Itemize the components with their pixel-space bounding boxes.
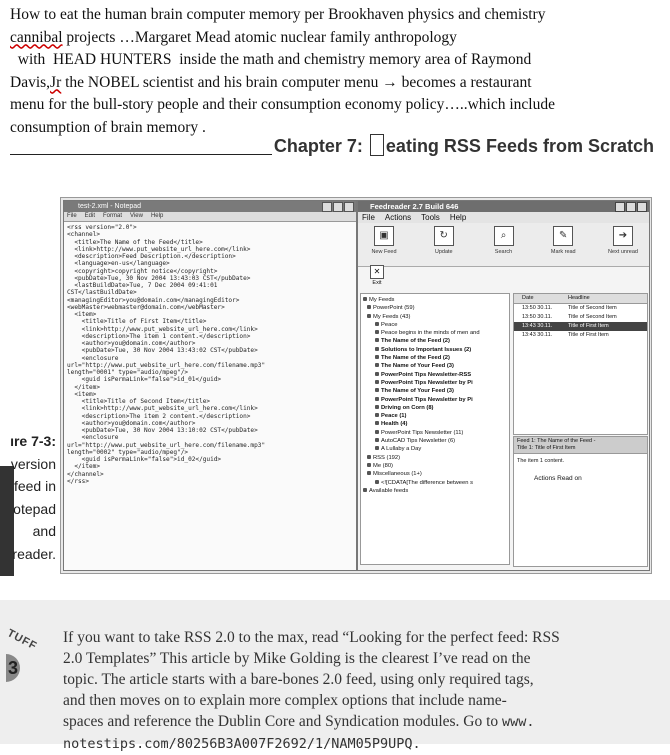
code-line: <author>you@domain.com</author>: [67, 340, 196, 347]
new-feed-icon: ▣: [374, 226, 394, 246]
headline-header: [514, 294, 647, 304]
update-button[interactable]: ↻ Update: [424, 226, 464, 266]
feed-icon: [367, 455, 371, 459]
menu-tools[interactable]: Tools: [421, 213, 440, 222]
feed-icon: [367, 463, 371, 467]
chapter-title: [274, 134, 654, 157]
feedreader-toolbar: [358, 223, 649, 267]
feed-tree[interactable]: [360, 293, 510, 565]
feed-icon: [363, 297, 367, 301]
feedreader-menubar: [358, 212, 649, 223]
feed-icon: [375, 397, 379, 401]
code-line: <copyright>copyright notice</copyright>: [67, 267, 218, 275]
headline-title: Title of Second Item: [568, 305, 617, 311]
feed-icon: [367, 314, 371, 318]
tip-text: If you want to take RSS 2.0 to the max, read “Looking for the perfect feed: RSS 2.0 Templates” This article by Mike Golding is the clearest I’ve read on the topic. The article starts with a bare-bones 2.0 feed, using only required tags, and then moves on to explain more complex options that include name- spaces and reference the Dublin Core and Syndication modules. Go to www. notestips.com/80256B3A007F2692/1/NAM05P9UPQ.: [63, 629, 560, 752]
figure-screenshot: [60, 197, 652, 574]
maximize-icon[interactable]: [626, 202, 636, 212]
feed-tree-item[interactable]: Me (80): [363, 462, 507, 470]
code-line: <enclosure: [67, 434, 119, 442]
headline-title: Title of First Item: [568, 323, 609, 329]
feed-tree-item[interactable]: Health (4): [363, 420, 507, 428]
feed-tree-item[interactable]: PowerPoint Tips Newsletter by Pi: [363, 379, 507, 387]
code-line: <enclosure: [67, 354, 119, 362]
caption-line: version: [10, 455, 56, 472]
menu-actions[interactable]: Actions: [384, 213, 412, 222]
headline-row[interactable]: [514, 313, 647, 322]
feed-tree-item[interactable]: Peace begins in the minds of men and: [363, 329, 507, 337]
tip-glyph-icon: 3: [6, 654, 20, 682]
caption-line: reader.: [12, 545, 56, 562]
feed-tree-item[interactable]: My Feeds (43): [363, 313, 507, 321]
feed-icon: [375, 322, 379, 326]
notepad-window: [63, 200, 357, 571]
code-line: <description>The item 1 content.</description>: [67, 332, 251, 340]
feed-icon: [375, 430, 379, 434]
intro-line-1: How to eat the human brain computer memory per Brookhaven physics and chemistry: [10, 6, 546, 23]
intro-line-3: with HEAD HUNTERS inside the math and chemistry memory area of Raymond: [10, 51, 532, 68]
notepad-text-area[interactable]: [64, 222, 356, 487]
feed-tree-item[interactable]: A Lullaby a Day: [363, 445, 507, 453]
feed-tree-item[interactable]: My Feeds: [363, 296, 507, 304]
intro-paragraph: [10, 4, 662, 139]
code-line: <lastBuildDate>Tue, 7 Dec 2004 09:41:01: [67, 282, 218, 289]
menu-edit[interactable]: Edit: [84, 213, 96, 219]
search-icon: ⌕: [494, 226, 514, 246]
code-line: <link>http://www.put_website_url_here.com</link>: [67, 245, 251, 253]
feed-icon: [367, 471, 371, 475]
exit-icon: ✕: [370, 265, 384, 279]
spell-flag: cannibal: [10, 28, 63, 46]
feedreader-window: [357, 200, 650, 571]
code-line: <link>http://www.put_website_url_here.com</link>: [67, 325, 258, 333]
tip-badge: TUFF: [5, 627, 40, 653]
code-line: <item>: [67, 311, 97, 318]
feed-icon: [375, 380, 379, 384]
cursor-box-icon: [370, 134, 384, 156]
col-headline[interactable]: Headline: [568, 295, 590, 301]
feed-icon: [375, 338, 379, 342]
headline-date: 13:43 30.11.: [522, 323, 553, 329]
close-icon[interactable]: [637, 202, 647, 212]
code-line: length="0001" type="audio/mpeg"/>: [67, 369, 189, 376]
notepad-menubar: [64, 212, 356, 222]
minimize-icon[interactable]: [615, 202, 625, 212]
minimize-icon[interactable]: [322, 202, 332, 212]
headline-row[interactable]: [514, 331, 647, 340]
feed-icon: [375, 347, 379, 351]
feed-icon: [375, 438, 379, 442]
feed-icon: [375, 355, 379, 359]
code-line: </channel>: [67, 470, 104, 478]
chapter-header: [10, 134, 662, 162]
caption-line: feed in: [13, 478, 56, 494]
detail-actions[interactable]: Actions Read on: [534, 475, 582, 482]
headline-title: Title of First Item: [568, 332, 609, 338]
code-line: <description>Feed Description.</description>: [67, 253, 236, 260]
code-line: <description>The item 2 content.</description>: [67, 412, 251, 420]
feed-icon: [375, 480, 379, 484]
new-feed-button[interactable]: ▣ New Feed: [364, 226, 404, 266]
headline-row[interactable]: [514, 304, 647, 313]
code-line: length="0002" type="audio/mpeg"/>: [67, 448, 189, 456]
chapter-title-text: eating RSS Feeds from Scratch: [385, 136, 654, 156]
code-line: <title>The Name of the Feed</title>: [67, 238, 203, 246]
code-line: <pubDate>Tue, 30 Nov 2004 13:43:03 CST</pubDate>: [67, 274, 251, 282]
feed-icon: [375, 372, 379, 376]
feed-tree-item[interactable]: AutoCAD Tips Newsletter (6): [363, 437, 507, 445]
tip-url[interactable]: notestips.com/80256B3A007F2692/1/NAM05P9UPQ.: [63, 736, 421, 752]
technical-stuff-icon: [4, 626, 42, 686]
feed-tree-item[interactable]: <![CDATA[The difference between s: [363, 479, 507, 487]
col-date[interactable]: Date: [522, 295, 534, 301]
tip-url[interactable]: www.: [502, 714, 535, 730]
feed-icon: [375, 421, 379, 425]
feed-tree-item[interactable]: Available feeds: [363, 487, 507, 495]
feed-tree-item[interactable]: The Name of the Feed (2): [363, 337, 507, 345]
maximize-icon[interactable]: [333, 202, 343, 212]
figure-number: ıre 7-3:: [10, 433, 56, 449]
next-unread-button[interactable]: ➔ Next unread: [603, 226, 643, 266]
feed-tree-item[interactable]: Peace (1): [363, 412, 507, 420]
menu-file[interactable]: File: [67, 213, 77, 219]
code-line: <pubDate>Tue, 30 Nov 2004 13:43:02 CST</pubDate>: [67, 347, 258, 355]
code-line: <title>Title of Second Item</title>: [67, 398, 211, 405]
code-line: <channel>: [67, 231, 101, 239]
code-line: <guid isPermaLink="false">id_02</guid>: [67, 456, 222, 463]
feed-tree-item[interactable]: RSS (192): [363, 454, 507, 462]
feed-tree-item[interactable]: PowerPoint Tips Newsletter by Pi: [363, 396, 507, 404]
menu-view[interactable]: View: [130, 213, 143, 219]
code-line: </item>: [67, 463, 101, 471]
feed-icon: [363, 488, 367, 492]
close-icon[interactable]: [344, 202, 354, 212]
feed-icon: [375, 330, 379, 334]
spell-flag: Jr: [50, 73, 62, 91]
caption-line: otepad: [13, 500, 56, 517]
code-line: <title>Title of First Item</title>: [67, 318, 207, 326]
intro-line-2: cannibal projects …Margaret Mead atomic nuclear family anthropology: [10, 28, 457, 46]
detail-body: The item 1 content.: [517, 458, 565, 464]
feed-tree-item[interactable]: PowerPoint Tips Newsletter (11): [363, 429, 507, 437]
menu-format[interactable]: Format: [103, 213, 123, 219]
headline-list[interactable]: [513, 293, 648, 435]
feedreader-title: Feedreader 2.7 Build 646: [370, 202, 459, 211]
feed-icon: [367, 305, 371, 309]
feed-tree-item[interactable]: Miscellaneous (1+): [363, 470, 507, 478]
code-line: <language>en-us</language>: [67, 260, 170, 268]
notepad-titlebar[interactable]: [64, 201, 356, 212]
code-line: url="http://www.put_website_url_here.com/filename.mp3": [67, 441, 266, 449]
headline-date: 13:50 30.11.: [522, 305, 553, 311]
update-icon: ↻: [434, 226, 454, 246]
code-line: </item>: [67, 383, 101, 391]
feed-tree-item[interactable]: The Name of the Feed (2): [363, 354, 507, 362]
notepad-title: test-2.xml - Notepad: [78, 203, 142, 210]
headline-date: 13:43 30.11.: [522, 332, 553, 338]
menu-file[interactable]: File: [362, 213, 375, 222]
feed-icon: [375, 446, 379, 450]
headline-row[interactable]: [514, 322, 647, 331]
feed-icon: [375, 388, 379, 392]
code-line: </rss>: [67, 477, 90, 485]
feedreader-titlebar[interactable]: [358, 201, 649, 212]
feed-tree-item[interactable]: The Name of Your Feed (3): [363, 362, 507, 370]
detail-title: Feed 1: The Name of the Feed - Title 1: Title of First Item: [514, 437, 647, 454]
caption-line: and: [32, 523, 56, 539]
code-line: <link>http://www.put_website_url_here.com</link>: [67, 405, 258, 413]
code-line: <pubDate>Tue, 30 Nov 2004 13:10:02 CST</pubDate>: [67, 427, 258, 434]
feed-tree-item[interactable]: Driving on Corn (8): [363, 404, 507, 412]
feed-icon: [375, 405, 379, 409]
chapter-rule: [10, 154, 272, 155]
mark-read-button[interactable]: ✎ Mark read: [543, 226, 583, 266]
code-line: url="http://www.put_website_url_here.com/filename.mp3": [67, 361, 266, 369]
menu-help[interactable]: Help: [150, 213, 164, 219]
code-line: <managingEditor>you@domain.com</managingEditor>: [67, 296, 240, 304]
intro-line-4: Davis,Jr the NOBEL scientist and his brain computer menu → becomes a restaurant: [10, 73, 532, 91]
feed-tree-item[interactable]: PowerPoint (59): [363, 304, 507, 312]
intro-line-5: menu for the bull-story people and their consumption economy policy…..which include: [10, 96, 555, 113]
feed-icon: [375, 413, 379, 417]
figure-caption: [0, 430, 56, 565]
code-line: <webMaster>webmaster@domain.com</webMaster>: [67, 303, 225, 311]
headline-date: 13:50 30.11.: [522, 314, 553, 320]
feed-tree-item[interactable]: Solutions to Important Issues (2): [363, 346, 507, 354]
search-button[interactable]: ⌕ Search: [484, 226, 524, 266]
chapter-prefix: Chapter 7:: [273, 136, 368, 156]
menu-help[interactable]: Help: [449, 213, 467, 222]
code-line: <rss version="2.0">: [67, 224, 137, 231]
next-arrow-icon: ➔: [613, 226, 633, 246]
code-line: <item>: [67, 390, 97, 398]
headline-title: Title of Second Item: [568, 314, 617, 320]
code-line: <author>you@domain.com</author>: [67, 419, 196, 427]
item-detail-pane: [513, 436, 648, 567]
feed-icon: [375, 363, 379, 367]
feed-tree-item[interactable]: PowerPoint Tips Newsletter-RSS: [363, 371, 507, 379]
code-line: CST</lastBuildDate>: [67, 289, 137, 297]
code-line: <guid isPermaLink="false">id_01</guid>: [67, 376, 222, 384]
feed-tree-item[interactable]: Peace: [363, 321, 507, 329]
exit-button[interactable]: ✕ Exit: [370, 265, 384, 286]
feed-tree-item[interactable]: The Name of Your Feed (3): [363, 387, 507, 395]
intro-line-6: consumption of brain memory .: [10, 118, 206, 136]
mark-read-icon: ✎: [553, 226, 573, 246]
